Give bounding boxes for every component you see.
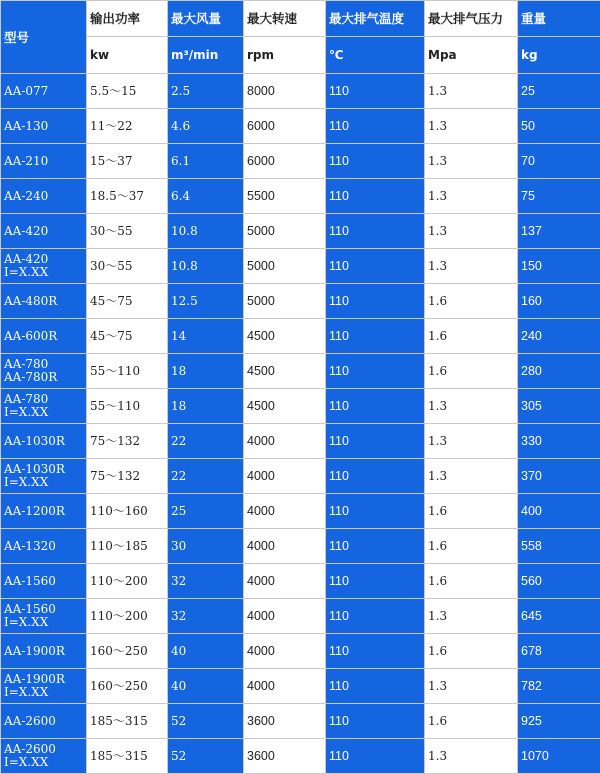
cell-pressure: 1.3 bbox=[425, 739, 518, 774]
cell-airflow: 40 bbox=[168, 634, 244, 669]
cell-pressure: 1.6 bbox=[425, 494, 518, 529]
cell-power: 160～250 bbox=[87, 634, 168, 669]
cell-pressure: 1.3 bbox=[425, 389, 518, 424]
cell-temp: 110 bbox=[326, 669, 425, 704]
cell-temp: 110 bbox=[326, 284, 425, 319]
cell-speed: 4000 bbox=[244, 494, 326, 529]
cell-pressure: 1.3 bbox=[425, 74, 518, 109]
cell-power: 185～315 bbox=[87, 739, 168, 774]
cell-model bbox=[1, 354, 87, 389]
model-name: AA-480R bbox=[4, 293, 58, 308]
cell-temp: 110 bbox=[326, 179, 425, 214]
cell-power: 75～132 bbox=[87, 424, 168, 459]
cell-temp: 110 bbox=[326, 494, 425, 529]
cell-speed: 5500 bbox=[244, 179, 326, 214]
cell-model bbox=[1, 529, 87, 564]
model-name: AA-1030R bbox=[4, 462, 65, 476]
model-name: AA-210 bbox=[4, 153, 49, 168]
model-variant: I=X.XX bbox=[4, 405, 49, 419]
cell-airflow: 6.4 bbox=[168, 179, 244, 214]
cell-airflow: 30 bbox=[168, 529, 244, 564]
cell-model bbox=[1, 319, 87, 354]
cell-power: 75～132 bbox=[87, 459, 168, 494]
cell-airflow: 10.8 bbox=[168, 214, 244, 249]
cell-airflow: 25 bbox=[168, 494, 244, 529]
cell-weight: 925 bbox=[518, 704, 600, 739]
cell-temp: 110 bbox=[326, 74, 425, 109]
cell-temp: 110 bbox=[326, 704, 425, 739]
model-name: AA-780 bbox=[4, 392, 49, 406]
cell-weight: 560 bbox=[518, 564, 600, 599]
header-speed: 最大转速 bbox=[244, 1, 326, 37]
table-row bbox=[1, 634, 600, 669]
cell-model bbox=[1, 389, 87, 424]
cell-weight: 240 bbox=[518, 319, 600, 354]
table-row bbox=[1, 249, 600, 284]
model-variant: I=X.XX bbox=[4, 755, 49, 769]
model-name: AA-1030R bbox=[4, 433, 65, 448]
cell-speed: 4500 bbox=[244, 354, 326, 389]
model-name: AA-420 bbox=[4, 252, 49, 266]
cell-weight: 25 bbox=[518, 74, 600, 109]
model-name: AA-1200R bbox=[4, 503, 65, 518]
header-airflow: 最大风量 bbox=[168, 1, 244, 37]
table-row bbox=[1, 529, 600, 564]
cell-pressure: 1.3 bbox=[425, 144, 518, 179]
cell-temp: 110 bbox=[326, 319, 425, 354]
cell-temp: 110 bbox=[326, 249, 425, 284]
cell-weight: 150 bbox=[518, 249, 600, 284]
model-name: AA-1900R bbox=[4, 643, 65, 658]
model-name: AA-1560 bbox=[4, 602, 56, 616]
table-row bbox=[1, 424, 600, 459]
cell-model bbox=[1, 424, 87, 459]
cell-weight: 137 bbox=[518, 214, 600, 249]
cell-airflow: 6.1 bbox=[168, 144, 244, 179]
cell-power: 110～200 bbox=[87, 599, 168, 634]
cell-power: 110～160 bbox=[87, 494, 168, 529]
header-temp: 最大排气温度 bbox=[326, 1, 425, 37]
cell-speed: 3600 bbox=[244, 739, 326, 774]
header-row-units bbox=[1, 37, 600, 74]
cell-weight: 1070 bbox=[518, 739, 600, 774]
cell-airflow: 22 bbox=[168, 459, 244, 494]
cell-model bbox=[1, 74, 87, 109]
table-row bbox=[1, 704, 600, 739]
cell-speed: 4000 bbox=[244, 529, 326, 564]
unit-temp: ℃ bbox=[326, 37, 425, 74]
model-variant: I=X.XX bbox=[4, 615, 49, 629]
model-variant: AA-780R bbox=[4, 370, 58, 384]
cell-weight: 558 bbox=[518, 529, 600, 564]
cell-weight: 160 bbox=[518, 284, 600, 319]
cell-model bbox=[1, 179, 87, 214]
cell-airflow: 32 bbox=[168, 564, 244, 599]
cell-power: 55～110 bbox=[87, 354, 168, 389]
cell-temp: 110 bbox=[326, 459, 425, 494]
cell-weight: 782 bbox=[518, 669, 600, 704]
unit-speed: rpm bbox=[244, 37, 326, 74]
header-model: 型号 bbox=[1, 1, 87, 74]
table-row bbox=[1, 599, 600, 634]
cell-airflow: 2.5 bbox=[168, 74, 244, 109]
cell-power: 30～55 bbox=[87, 249, 168, 284]
cell-speed: 5000 bbox=[244, 214, 326, 249]
cell-temp: 110 bbox=[326, 109, 425, 144]
table-row bbox=[1, 214, 600, 249]
cell-pressure: 1.6 bbox=[425, 529, 518, 564]
model-name: AA-240 bbox=[4, 188, 49, 203]
cell-weight: 370 bbox=[518, 459, 600, 494]
cell-pressure: 1.3 bbox=[425, 669, 518, 704]
cell-airflow: 14 bbox=[168, 319, 244, 354]
model-name: AA-077 bbox=[4, 83, 49, 98]
cell-pressure: 1.6 bbox=[425, 284, 518, 319]
cell-pressure: 1.3 bbox=[425, 249, 518, 284]
cell-power: 185～315 bbox=[87, 704, 168, 739]
cell-airflow: 40 bbox=[168, 669, 244, 704]
table-row bbox=[1, 144, 600, 179]
cell-speed: 4000 bbox=[244, 564, 326, 599]
model-name: AA-2600 bbox=[4, 713, 56, 728]
model-name: AA-420 bbox=[4, 223, 49, 238]
cell-model bbox=[1, 634, 87, 669]
cell-speed: 8000 bbox=[244, 74, 326, 109]
cell-temp: 110 bbox=[326, 424, 425, 459]
model-variant: I=X.XX bbox=[4, 265, 49, 279]
cell-weight: 305 bbox=[518, 389, 600, 424]
cell-model bbox=[1, 214, 87, 249]
cell-weight: 75 bbox=[518, 179, 600, 214]
cell-temp: 110 bbox=[326, 634, 425, 669]
cell-airflow: 4.6 bbox=[168, 109, 244, 144]
header-pressure: 最大排气压力 bbox=[425, 1, 518, 37]
cell-model bbox=[1, 249, 87, 284]
cell-speed: 4500 bbox=[244, 389, 326, 424]
cell-power: 11～22 bbox=[87, 109, 168, 144]
cell-airflow: 18 bbox=[168, 354, 244, 389]
table-row bbox=[1, 74, 600, 109]
cell-model bbox=[1, 494, 87, 529]
cell-pressure: 1.3 bbox=[425, 459, 518, 494]
cell-airflow: 32 bbox=[168, 599, 244, 634]
cell-power: 160～250 bbox=[87, 669, 168, 704]
cell-pressure: 1.3 bbox=[425, 109, 518, 144]
cell-model bbox=[1, 599, 87, 634]
cell-model bbox=[1, 739, 87, 774]
cell-speed: 6000 bbox=[244, 109, 326, 144]
model-name: AA-130 bbox=[4, 118, 49, 133]
cell-temp: 110 bbox=[326, 599, 425, 634]
cell-weight: 280 bbox=[518, 354, 600, 389]
header-weight: 重量 bbox=[518, 1, 600, 37]
cell-pressure: 1.3 bbox=[425, 424, 518, 459]
cell-temp: 110 bbox=[326, 564, 425, 599]
header-power: 输出功率 bbox=[87, 1, 168, 37]
model-name: AA-2600 bbox=[4, 742, 56, 756]
table-row bbox=[1, 564, 600, 599]
cell-temp: 110 bbox=[326, 389, 425, 424]
cell-power: 5.5～15 bbox=[87, 74, 168, 109]
cell-power: 55～110 bbox=[87, 389, 168, 424]
cell-pressure: 1.6 bbox=[425, 704, 518, 739]
cell-temp: 110 bbox=[326, 354, 425, 389]
cell-power: 110～200 bbox=[87, 564, 168, 599]
cell-pressure: 1.6 bbox=[425, 564, 518, 599]
model-name: AA-780 bbox=[4, 357, 49, 371]
unit-power: kw bbox=[87, 37, 168, 74]
cell-weight: 678 bbox=[518, 634, 600, 669]
cell-airflow: 52 bbox=[168, 704, 244, 739]
cell-pressure: 1.3 bbox=[425, 599, 518, 634]
cell-speed: 6000 bbox=[244, 144, 326, 179]
cell-pressure: 1.6 bbox=[425, 634, 518, 669]
cell-temp: 110 bbox=[326, 739, 425, 774]
cell-weight: 645 bbox=[518, 599, 600, 634]
cell-power: 45～75 bbox=[87, 319, 168, 354]
cell-power: 15～37 bbox=[87, 144, 168, 179]
cell-speed: 4000 bbox=[244, 634, 326, 669]
table-row bbox=[1, 354, 600, 389]
table-row bbox=[1, 109, 600, 144]
cell-pressure: 1.6 bbox=[425, 354, 518, 389]
model-name: AA-1900R bbox=[4, 672, 65, 686]
table-row bbox=[1, 459, 600, 494]
cell-pressure: 1.3 bbox=[425, 214, 518, 249]
cell-speed: 4000 bbox=[244, 599, 326, 634]
cell-power: 30～55 bbox=[87, 214, 168, 249]
table-row bbox=[1, 669, 600, 704]
cell-weight: 330 bbox=[518, 424, 600, 459]
table-row bbox=[1, 389, 600, 424]
cell-pressure: 1.6 bbox=[425, 319, 518, 354]
cell-power: 110～185 bbox=[87, 529, 168, 564]
header-row-titles bbox=[1, 1, 600, 37]
table-row bbox=[1, 179, 600, 214]
cell-airflow: 52 bbox=[168, 739, 244, 774]
cell-model bbox=[1, 704, 87, 739]
cell-power: 45～75 bbox=[87, 284, 168, 319]
cell-speed: 4500 bbox=[244, 319, 326, 354]
cell-speed: 4000 bbox=[244, 459, 326, 494]
cell-weight: 70 bbox=[518, 144, 600, 179]
unit-airflow: m³/min bbox=[168, 37, 244, 74]
cell-pressure: 1.3 bbox=[425, 179, 518, 214]
cell-speed: 5000 bbox=[244, 249, 326, 284]
cell-weight: 400 bbox=[518, 494, 600, 529]
cell-temp: 110 bbox=[326, 144, 425, 179]
model-name: AA-1560 bbox=[4, 573, 56, 588]
model-variant: I=X.XX bbox=[4, 475, 49, 489]
cell-model bbox=[1, 284, 87, 319]
cell-speed: 4000 bbox=[244, 424, 326, 459]
unit-weight: kg bbox=[518, 37, 600, 74]
cell-airflow: 10.8 bbox=[168, 249, 244, 284]
cell-speed: 3600 bbox=[244, 704, 326, 739]
cell-model bbox=[1, 669, 87, 704]
cell-temp: 110 bbox=[326, 529, 425, 564]
unit-pressure: Mpa bbox=[425, 37, 518, 74]
cell-temp: 110 bbox=[326, 214, 425, 249]
table-row bbox=[1, 319, 600, 354]
cell-model bbox=[1, 459, 87, 494]
cell-power: 18.5～37 bbox=[87, 179, 168, 214]
table-row bbox=[1, 284, 600, 319]
table-row bbox=[1, 494, 600, 529]
cell-model bbox=[1, 144, 87, 179]
cell-speed: 4000 bbox=[244, 669, 326, 704]
cell-model bbox=[1, 109, 87, 144]
cell-airflow: 22 bbox=[168, 424, 244, 459]
table-row bbox=[1, 739, 600, 774]
model-name: AA-600R bbox=[4, 328, 58, 343]
cell-speed: 5000 bbox=[244, 284, 326, 319]
model-variant: I=X.XX bbox=[4, 685, 49, 699]
cell-airflow: 12.5 bbox=[168, 284, 244, 319]
cell-model bbox=[1, 564, 87, 599]
cell-weight: 50 bbox=[518, 109, 600, 144]
cell-airflow: 18 bbox=[168, 389, 244, 424]
model-name: AA-1320 bbox=[4, 538, 56, 553]
